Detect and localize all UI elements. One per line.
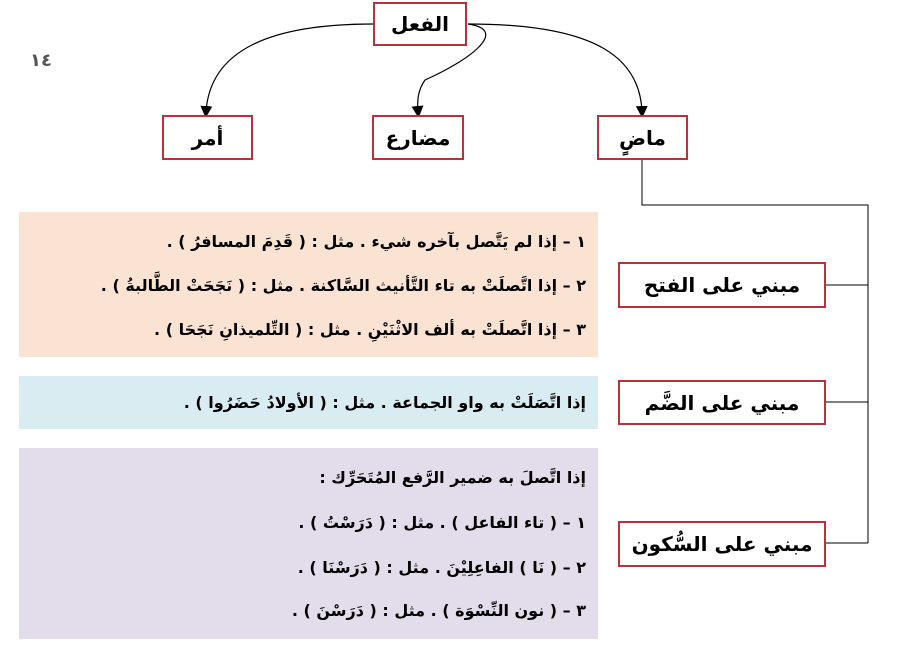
case-label-fath: مبني على الفتح xyxy=(643,273,801,297)
sukun-line-1: إذا اتَّصلَ به ضمير الرَّفع المُتَحَرِّك : xyxy=(319,468,586,487)
fath-line-2: ٢ – إذا اتَّصلَتْ به تاء التَّأنيث السَّاكنة . مثل : ( نَجَحَتْ الطَّالبةُ ) . xyxy=(100,276,586,295)
panel-damm xyxy=(19,376,598,429)
case-box-sukun xyxy=(618,521,826,567)
sukun-line-3: ٢ – ( نَا ) الفاعِلِيْنَ . مثل : ( دَرَسْنَا ) . xyxy=(297,558,586,577)
case-box-damm xyxy=(618,380,826,425)
type-label-mudari: مضارع xyxy=(385,125,451,150)
arrow-to-amr xyxy=(206,24,373,112)
fath-line-3: ٣ – إذا اتَّصلَتْ به ألف الاثْنَيْنِ . مثل : ( التِّلميذانِ نَجَحَا ) . xyxy=(154,320,586,339)
type-label-amr: أمر xyxy=(191,125,224,150)
damm-line-1: إذا اتَّصَلَتْ به واو الجماعة . مثل : ( الأولادُ حَضَرُوا ) . xyxy=(183,393,586,412)
type-label-madi: ماضٍ xyxy=(619,125,666,150)
panel-sukun xyxy=(19,448,598,639)
root-label: الفعل xyxy=(391,12,449,36)
type-box-amr xyxy=(162,115,253,160)
panel-fath xyxy=(19,212,598,357)
case-box-fath xyxy=(618,262,826,308)
madi-bracket-line xyxy=(642,160,868,543)
root-box xyxy=(373,2,467,46)
arrow-to-madi xyxy=(468,24,642,112)
page-number: ١٤ xyxy=(30,50,52,71)
case-label-damm: مبني على الضَّم xyxy=(644,390,800,415)
type-box-mudari xyxy=(372,115,464,160)
fath-line-1: ١ – إذا لم يَتَّصل بآخره شيء . مثل : ( قَدِمَ المسافرُ ) . xyxy=(166,232,586,251)
sukun-line-2: ١ – ( تاء الفاعل ) . مثل : ( دَرَسْتُ ) . xyxy=(298,513,586,532)
case-label-sukun: مبني على السُّكون xyxy=(631,532,813,556)
type-box-madi xyxy=(597,115,688,160)
sukun-line-4: ٣ – ( نون النِّسْوَة ) . مثل : ( دَرَسْنَ ) . xyxy=(291,601,586,620)
